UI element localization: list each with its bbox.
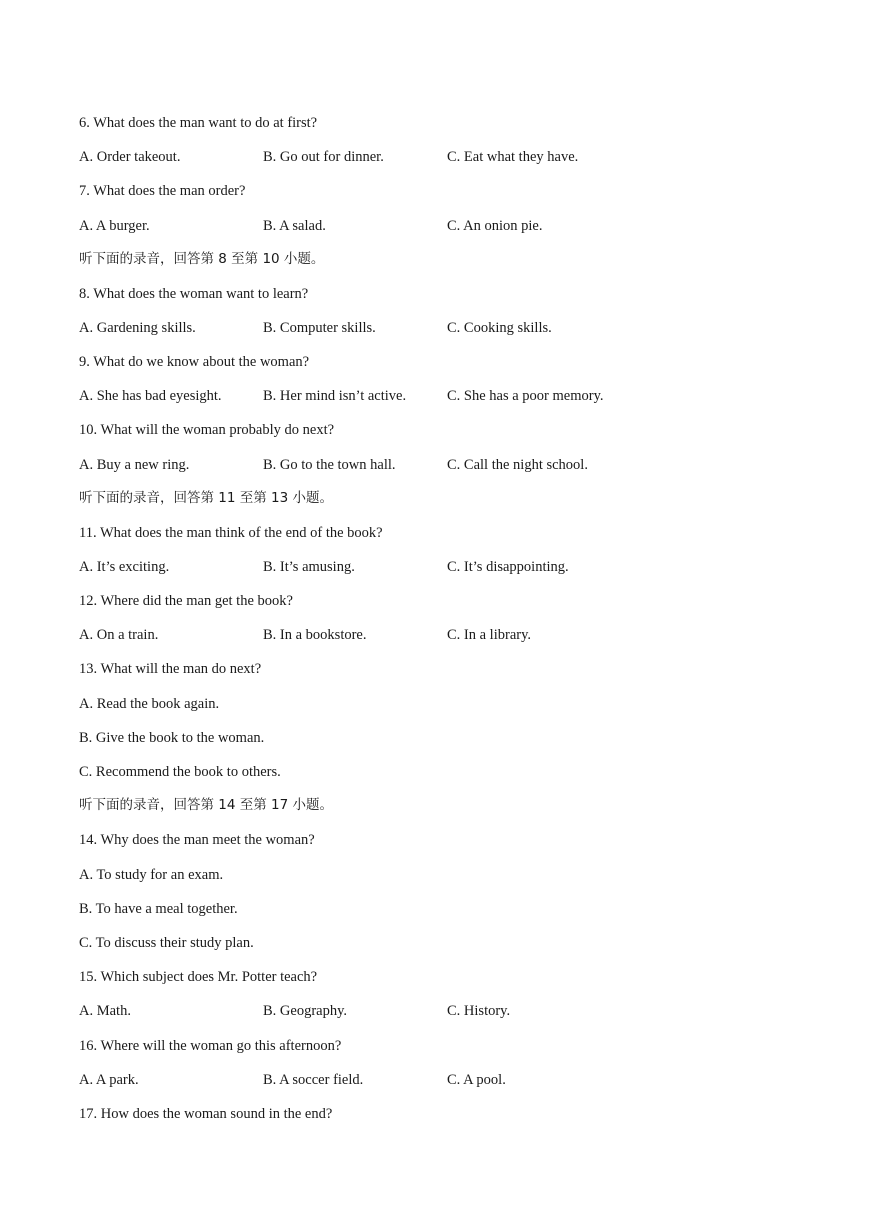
option-b: B. Geography. (263, 1003, 348, 1019)
question-text: 16. Where will the woman go this afternoon? (79, 1038, 342, 1054)
option-a: A. A park. (79, 1072, 139, 1088)
option-text: C. To discuss their study plan. (79, 935, 254, 951)
option-text: A. Read the book again. (79, 696, 220, 712)
option-c: C. An onion pie. (447, 218, 543, 234)
question-text: 7. What does the man order? (79, 183, 246, 199)
question-text: 10. What will the woman probably do next? (79, 422, 335, 438)
section-instruction-11-13 (79, 486, 333, 510)
option-14-b (79, 897, 238, 921)
question-7 (79, 179, 245, 203)
option-b: B. Go to the town hall. (263, 457, 396, 473)
question-text: 15. Which subject does Mr. Potter teach? (79, 969, 318, 985)
instruction-text: 听下面的录音，回答第 8 至第 10 小题。 (79, 251, 325, 267)
option-b: B. A salad. (263, 218, 326, 234)
option-a: A. On a train. (79, 627, 159, 643)
question-17 (79, 1102, 332, 1126)
option-14-a (79, 863, 223, 887)
option-14-c (79, 931, 254, 955)
option-b: B. Computer skills. (263, 320, 376, 336)
question-text: 13. What will the man do next? (79, 661, 262, 677)
option-13-b (79, 726, 264, 750)
instruction-text: 听下面的录音，回答第 14 至第 17 小题。 (79, 797, 334, 813)
question-12 (79, 589, 293, 613)
question-text: 9. What do we know about the woman? (79, 354, 310, 370)
instruction-text: 听下面的录音，回答第 11 至第 13 小题。 (79, 490, 334, 506)
option-a: A. Gardening skills. (79, 320, 196, 336)
question-6 (79, 111, 317, 135)
question-15 (79, 965, 317, 989)
option-a: A. Math. (79, 1003, 131, 1019)
option-c: C. History. (447, 1003, 511, 1019)
option-a: A. She has bad eyesight. (79, 388, 222, 404)
question-13 (79, 657, 261, 681)
question-text: 11. What does the man think of the end of the book? (79, 525, 383, 541)
question-text: 12. Where did the man get the book? (79, 593, 293, 609)
question-11 (79, 521, 383, 545)
option-text: C. Recommend the book to others. (79, 764, 281, 780)
option-text: B. To have a meal together. (79, 901, 238, 917)
question-text: 17. How does the woman sound in the end? (79, 1106, 333, 1122)
option-c: C. In a library. (447, 627, 532, 643)
option-c: C. It’s disappointing. (447, 559, 569, 575)
question-text: 6. What does the man want to do at first? (79, 115, 318, 131)
option-13-a (79, 692, 219, 716)
option-a: A. Order takeout. (79, 149, 181, 165)
question-text: 8. What does the woman want to learn? (79, 286, 309, 302)
option-b: B. It’s amusing. (263, 559, 355, 575)
option-c: C. A pool. (447, 1072, 506, 1088)
section-instruction-8-10 (79, 247, 324, 271)
option-text: A. To study for an exam. (79, 867, 224, 883)
question-10 (79, 418, 334, 442)
question-16 (79, 1034, 341, 1058)
option-text: B. Give the book to the woman. (79, 730, 265, 746)
option-b: B. Her mind isn’t active. (263, 388, 407, 404)
question-8 (79, 282, 308, 306)
option-b: B. Go out for dinner. (263, 149, 384, 165)
option-c: C. Cooking skills. (447, 320, 552, 336)
option-a: A. Buy a new ring. (79, 457, 190, 473)
option-c: C. She has a poor memory. (447, 388, 604, 404)
option-c: C. Call the night school. (447, 457, 588, 473)
option-a: A. A burger. (79, 218, 150, 234)
question-9 (79, 350, 309, 374)
option-13-c (79, 760, 281, 784)
section-instruction-14-17 (79, 793, 333, 817)
option-b: B. In a bookstore. (263, 627, 367, 643)
question-14 (79, 828, 315, 852)
option-b: B. A soccer field. (263, 1072, 364, 1088)
option-a: A. It’s exciting. (79, 559, 170, 575)
option-c: C. Eat what they have. (447, 149, 579, 165)
question-text: 14. Why does the man meet the woman? (79, 832, 315, 848)
